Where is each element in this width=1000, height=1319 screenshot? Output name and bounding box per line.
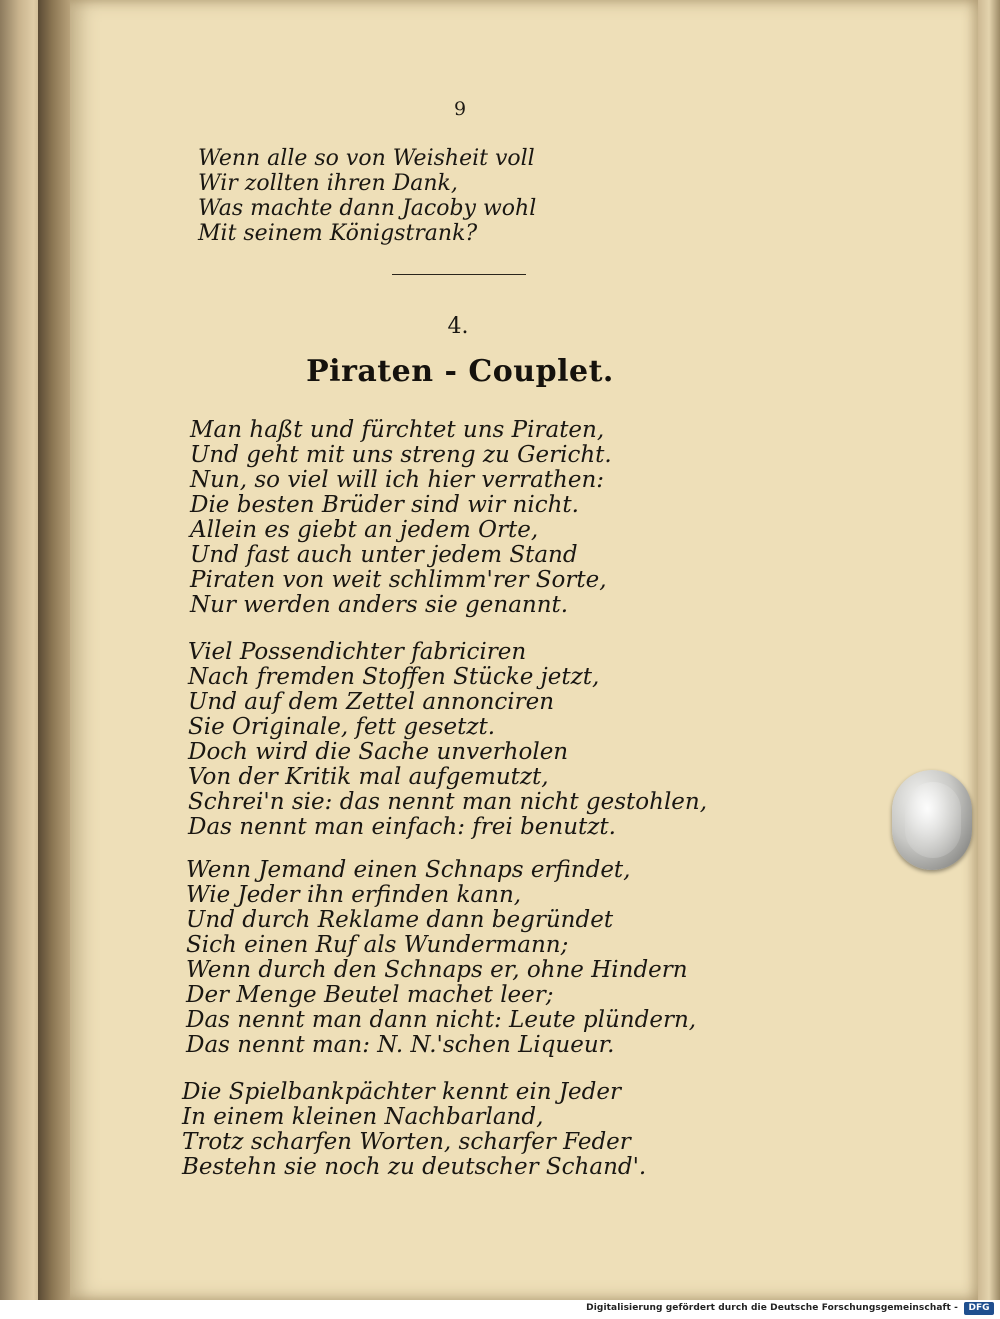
verse-line: Nur werden anders sie genannt. bbox=[190, 592, 569, 618]
page-clip-highlight bbox=[905, 782, 961, 858]
verse-line: Wenn alle so von Weisheit voll bbox=[198, 146, 535, 171]
stanza-4 bbox=[182, 1080, 646, 1180]
verse-line: Piraten von weit schlimm'rer Sorte, bbox=[190, 567, 607, 593]
verse-line: Und fast auch unter jedem Stand bbox=[190, 542, 578, 568]
verse-line: Das nennt man einfach: frei benutzt. bbox=[188, 814, 616, 840]
verse-line: Die besten Brüder sind wir nicht. bbox=[190, 492, 579, 518]
verse-line: Von der Kritik mal aufgemutzt, bbox=[188, 764, 549, 790]
section-divider bbox=[392, 274, 526, 275]
verse-line: Das nennt man: N. N.'schen Liqueur. bbox=[186, 1032, 615, 1058]
verse-line: Mit seinem Königstrank? bbox=[198, 221, 478, 246]
verse-line: Allein es giebt an jedem Orte, bbox=[190, 517, 539, 543]
verse-line: Wir zollten ihren Dank, bbox=[198, 171, 458, 196]
stanza-closing bbox=[198, 146, 536, 246]
verse-line: Sich einen Ruf als Wundermann; bbox=[186, 932, 569, 958]
dfg-logo: DFG bbox=[964, 1302, 994, 1315]
stanza-3 bbox=[186, 858, 696, 1058]
verse-line: Wenn durch den Schnaps er, ohne Hindern bbox=[186, 957, 688, 983]
verse-line: Nach fremden Stoffen Stücke jetzt, bbox=[188, 664, 600, 690]
verse-line: Man haßt und fürchtet uns Piraten, bbox=[190, 417, 605, 443]
verse-line: Der Menge Beutel machet leer; bbox=[186, 982, 554, 1008]
verse-line: Nun, so viel will ich hier verrathen: bbox=[190, 467, 605, 493]
digitization-credit: Digitalisierung gefördert durch die Deutsche Forschungsgemeinschaft - bbox=[586, 1303, 958, 1313]
page-number: 9 bbox=[453, 98, 467, 120]
verse-line: Die Spielbankpächter kennt ein Jeder bbox=[182, 1079, 621, 1105]
verse-line: Und geht mit uns streng zu Gericht. bbox=[190, 442, 612, 468]
verse-line: Wie Jeder ihn erfinden kann, bbox=[186, 882, 522, 908]
verse-line: Das nennt man dann nicht: Leute plündern, bbox=[186, 1007, 697, 1033]
stanza-1 bbox=[190, 418, 612, 618]
verse-line: Bestehn sie noch zu deutscher Schand'. bbox=[182, 1154, 647, 1180]
song-number: 4. bbox=[447, 314, 469, 339]
verse-line: Doch wird die Sache unverholen bbox=[188, 739, 569, 765]
verse-line: Wenn Jemand einen Schnaps erfindet, bbox=[186, 857, 631, 883]
verse-line: Sie Originale, fett gesetzt. bbox=[188, 714, 496, 740]
verse-line: Trotz scharfen Worten, scharfer Feder bbox=[182, 1129, 631, 1155]
page-edge bbox=[978, 0, 1000, 1300]
verse-line: Was machte dann Jacoby wohl bbox=[198, 196, 537, 221]
song-title: Piraten - Couplet. bbox=[306, 354, 614, 389]
verse-line: Und auf dem Zettel annonciren bbox=[188, 689, 555, 715]
verse-line: Viel Possendichter fabriciren bbox=[188, 639, 527, 665]
verse-line: Und durch Reklame dann begründet bbox=[186, 907, 614, 933]
stanza-2 bbox=[188, 640, 707, 840]
verse-line: Schrei'n sie: das nennt man nicht gestohlen, bbox=[188, 789, 708, 815]
verse-line: In einem kleinen Nachbarland, bbox=[182, 1104, 544, 1130]
